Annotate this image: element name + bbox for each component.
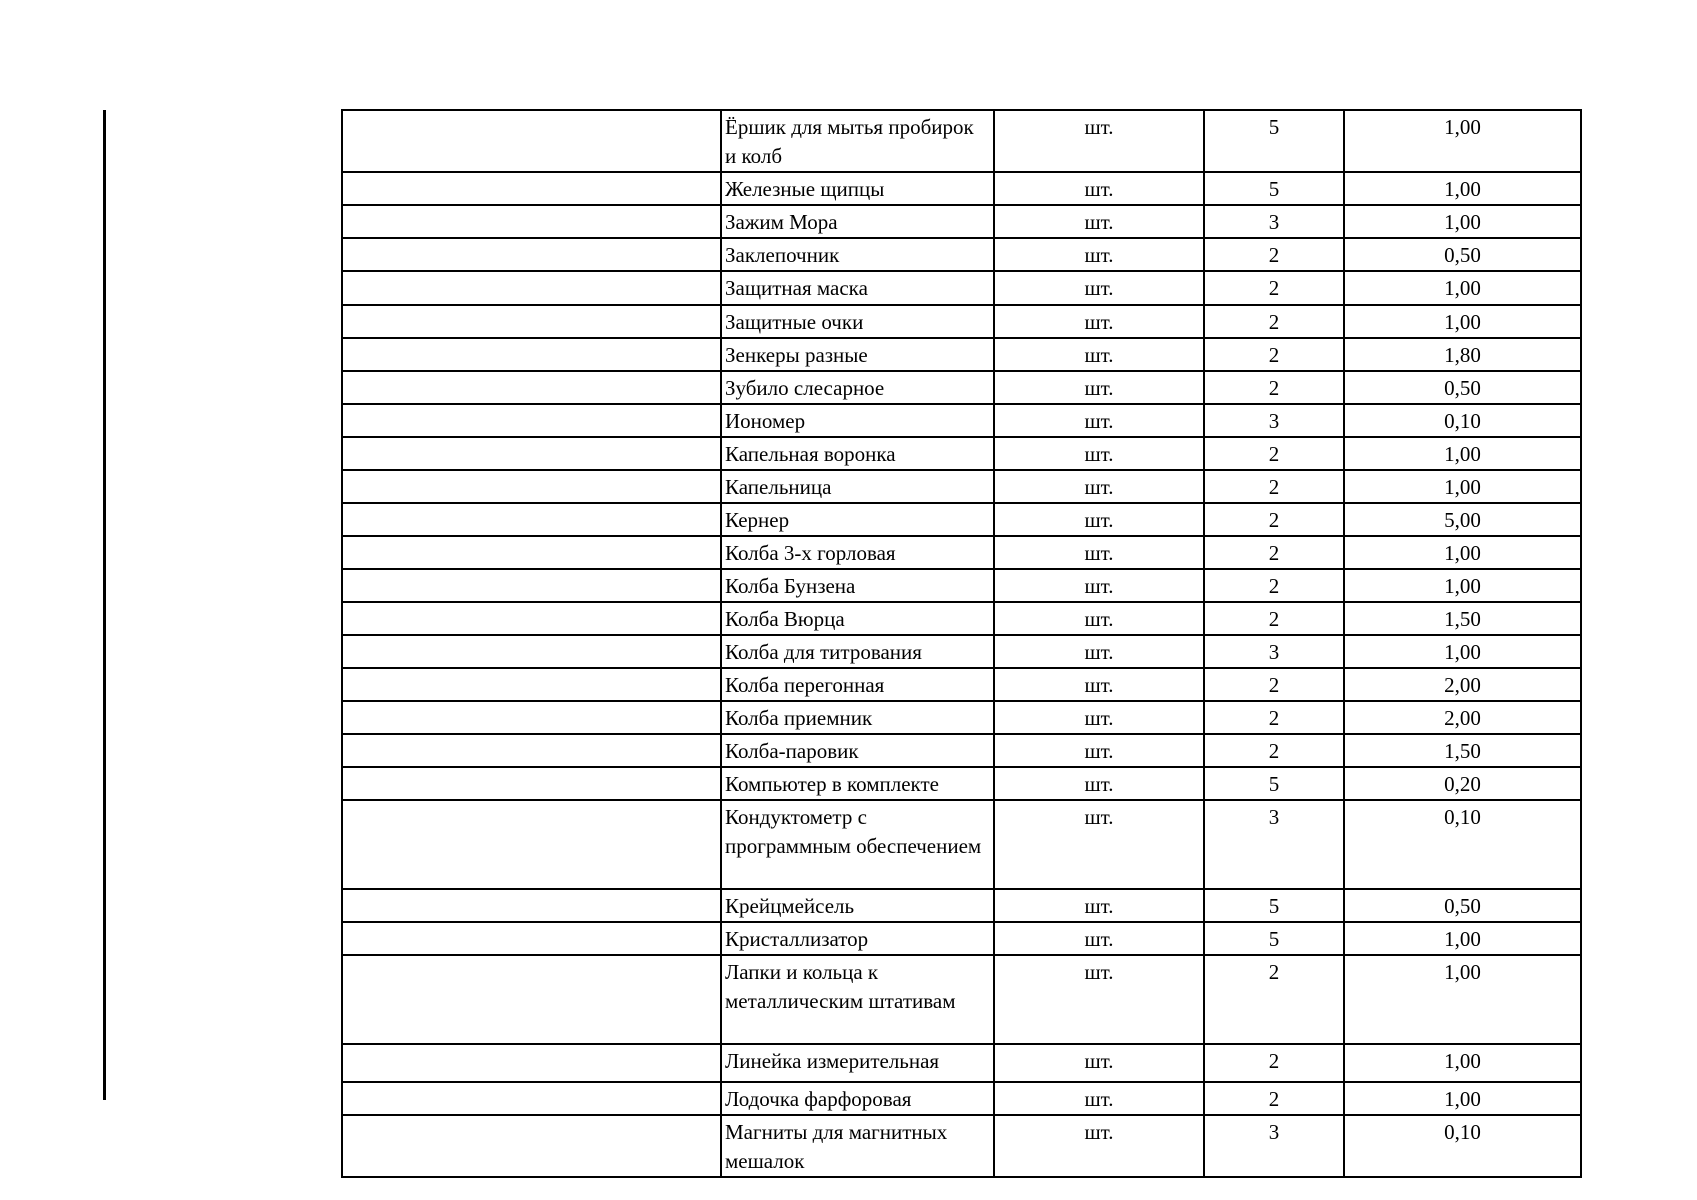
unit-cell: шт. xyxy=(994,536,1204,569)
blank-cell xyxy=(342,1044,721,1082)
unit-cell: шт. xyxy=(994,470,1204,503)
unit-cell: шт. xyxy=(994,338,1204,371)
table-row xyxy=(342,437,1581,470)
table-row xyxy=(342,536,1581,569)
item-name-cell: Заклепочник xyxy=(721,238,994,271)
equipment-table-body xyxy=(342,110,1581,1177)
quantity-cell: 2 xyxy=(1204,668,1344,701)
quantity-cell: 2 xyxy=(1204,701,1344,734)
table-row xyxy=(342,470,1581,503)
coefficient-cell: 0,20 xyxy=(1344,767,1581,800)
table-row xyxy=(342,701,1581,734)
table-row xyxy=(342,734,1581,767)
unit-cell: шт. xyxy=(994,922,1204,955)
coefficient-cell: 1,50 xyxy=(1344,602,1581,635)
quantity-cell: 2 xyxy=(1204,569,1344,602)
blank-cell xyxy=(342,1082,721,1115)
table-row xyxy=(342,955,1581,1044)
blank-cell xyxy=(342,404,721,437)
coefficient-cell: 1,00 xyxy=(1344,470,1581,503)
unit-cell: шт. xyxy=(994,602,1204,635)
unit-cell: шт. xyxy=(994,271,1204,305)
coefficient-cell: 1,00 xyxy=(1344,172,1581,205)
blank-cell xyxy=(342,371,721,404)
quantity-cell: 2 xyxy=(1204,470,1344,503)
unit-cell: шт. xyxy=(994,1044,1204,1082)
blank-cell xyxy=(342,338,721,371)
item-name-cell: Зажим Мора xyxy=(721,205,994,238)
table-row xyxy=(342,110,1581,172)
unit-cell: шт. xyxy=(994,635,1204,668)
blank-cell xyxy=(342,470,721,503)
quantity-cell: 2 xyxy=(1204,955,1344,1044)
item-name-cell: Кернер xyxy=(721,503,994,536)
table-row xyxy=(342,922,1581,955)
table-row xyxy=(342,1044,1581,1082)
quantity-cell: 2 xyxy=(1204,338,1344,371)
coefficient-cell: 1,00 xyxy=(1344,437,1581,470)
table-row xyxy=(342,668,1581,701)
coefficient-cell: 0,50 xyxy=(1344,238,1581,271)
unit-cell: шт. xyxy=(994,734,1204,767)
blank-cell xyxy=(342,734,721,767)
table-row xyxy=(342,404,1581,437)
unit-cell: шт. xyxy=(994,110,1204,172)
coefficient-cell: 0,10 xyxy=(1344,800,1581,889)
unit-cell: шт. xyxy=(994,238,1204,271)
unit-cell: шт. xyxy=(994,569,1204,602)
table-row xyxy=(342,1115,1581,1177)
coefficient-cell: 1,00 xyxy=(1344,536,1581,569)
coefficient-cell: 1,00 xyxy=(1344,1082,1581,1115)
blank-cell xyxy=(342,172,721,205)
quantity-cell: 3 xyxy=(1204,404,1344,437)
item-name-cell: Зенкеры разные xyxy=(721,338,994,371)
coefficient-cell: 1,00 xyxy=(1344,635,1581,668)
item-name-cell: Капельная воронка xyxy=(721,437,994,470)
blank-cell xyxy=(342,767,721,800)
blank-cell xyxy=(342,602,721,635)
quantity-cell: 3 xyxy=(1204,635,1344,668)
quantity-cell: 3 xyxy=(1204,800,1344,889)
table-row xyxy=(342,1082,1581,1115)
coefficient-cell: 2,00 xyxy=(1344,701,1581,734)
table-row xyxy=(342,172,1581,205)
coefficient-cell: 0,50 xyxy=(1344,371,1581,404)
coefficient-cell: 1,00 xyxy=(1344,271,1581,305)
coefficient-cell: 0,50 xyxy=(1344,889,1581,922)
blank-cell xyxy=(342,889,721,922)
quantity-cell: 2 xyxy=(1204,734,1344,767)
unit-cell: шт. xyxy=(994,437,1204,470)
blank-cell xyxy=(342,536,721,569)
quantity-cell: 5 xyxy=(1204,922,1344,955)
unit-cell: шт. xyxy=(994,800,1204,889)
unit-cell: шт. xyxy=(994,1082,1204,1115)
item-name-cell: Зубило слесарное xyxy=(721,371,994,404)
item-name-cell: Защитные очки xyxy=(721,305,994,338)
table-row xyxy=(342,271,1581,305)
quantity-cell: 2 xyxy=(1204,371,1344,404)
coefficient-cell: 1,00 xyxy=(1344,110,1581,172)
blank-cell xyxy=(342,922,721,955)
unit-cell: шт. xyxy=(994,889,1204,922)
blank-cell xyxy=(342,205,721,238)
table-row xyxy=(342,503,1581,536)
quantity-cell: 5 xyxy=(1204,110,1344,172)
table-row xyxy=(342,338,1581,371)
item-name-cell: Капельница xyxy=(721,470,994,503)
quantity-cell: 2 xyxy=(1204,536,1344,569)
item-name-cell: Лапки и кольца к металлическим штативам xyxy=(721,955,994,1044)
item-name-cell: Ёршик для мытья пробирок и колб xyxy=(721,110,994,172)
table-row xyxy=(342,767,1581,800)
quantity-cell: 2 xyxy=(1204,437,1344,470)
blank-cell xyxy=(342,437,721,470)
coefficient-cell: 1,00 xyxy=(1344,955,1581,1044)
table-row xyxy=(342,205,1581,238)
item-name-cell: Лодочка фарфоровая xyxy=(721,1082,994,1115)
quantity-cell: 3 xyxy=(1204,205,1344,238)
quantity-cell: 2 xyxy=(1204,238,1344,271)
blank-cell xyxy=(342,238,721,271)
item-name-cell: Колба приемник xyxy=(721,701,994,734)
blank-cell xyxy=(342,1115,721,1177)
quantity-cell: 5 xyxy=(1204,889,1344,922)
table-row xyxy=(342,305,1581,338)
unit-cell: шт. xyxy=(994,404,1204,437)
table-row xyxy=(342,602,1581,635)
unit-cell: шт. xyxy=(994,668,1204,701)
unit-cell: шт. xyxy=(994,503,1204,536)
unit-cell: шт. xyxy=(994,767,1204,800)
unit-cell: шт. xyxy=(994,1115,1204,1177)
coefficient-cell: 1,50 xyxy=(1344,734,1581,767)
blank-cell xyxy=(342,701,721,734)
item-name-cell: Компьютер в комплекте xyxy=(721,767,994,800)
quantity-cell: 2 xyxy=(1204,503,1344,536)
table-row xyxy=(342,238,1581,271)
quantity-cell: 2 xyxy=(1204,271,1344,305)
blank-cell xyxy=(342,668,721,701)
item-name-cell: Железные щипцы xyxy=(721,172,994,205)
item-name-cell: Колба для титрования xyxy=(721,635,994,668)
unit-cell: шт. xyxy=(994,955,1204,1044)
coefficient-cell: 1,00 xyxy=(1344,1044,1581,1082)
coefficient-cell: 0,10 xyxy=(1344,1115,1581,1177)
unit-cell: шт. xyxy=(994,701,1204,734)
blank-cell xyxy=(342,800,721,889)
quantity-cell: 3 xyxy=(1204,1115,1344,1177)
item-name-cell: Магниты для магнитных мешалок xyxy=(721,1115,994,1177)
quantity-cell: 5 xyxy=(1204,767,1344,800)
item-name-cell: Колба-паровик xyxy=(721,734,994,767)
blank-cell xyxy=(342,955,721,1044)
quantity-cell: 2 xyxy=(1204,602,1344,635)
blank-cell xyxy=(342,635,721,668)
item-name-cell: Колба Вюрца xyxy=(721,602,994,635)
quantity-cell: 2 xyxy=(1204,1044,1344,1082)
unit-cell: шт. xyxy=(994,172,1204,205)
table-row xyxy=(342,800,1581,889)
blank-cell xyxy=(342,110,721,172)
item-name-cell: Крейцмейсель xyxy=(721,889,994,922)
coefficient-cell: 1,00 xyxy=(1344,922,1581,955)
left-margin-rule xyxy=(103,110,106,1100)
coefficient-cell: 1,00 xyxy=(1344,205,1581,238)
item-name-cell: Линейка измерительная xyxy=(721,1044,994,1082)
table-row xyxy=(342,889,1581,922)
blank-cell xyxy=(342,569,721,602)
item-name-cell: Колба Бунзена xyxy=(721,569,994,602)
unit-cell: шт. xyxy=(994,205,1204,238)
table-row xyxy=(342,371,1581,404)
table-row xyxy=(342,569,1581,602)
coefficient-cell: 5,00 xyxy=(1344,503,1581,536)
item-name-cell: Защитная маска xyxy=(721,271,994,305)
coefficient-cell: 1,00 xyxy=(1344,305,1581,338)
item-name-cell: Колба 3-х горловая xyxy=(721,536,994,569)
quantity-cell: 2 xyxy=(1204,1082,1344,1115)
coefficient-cell: 0,10 xyxy=(1344,404,1581,437)
item-name-cell: Кондуктометр с программным обеспечением xyxy=(721,800,994,889)
equipment-table xyxy=(341,109,1582,1178)
unit-cell: шт. xyxy=(994,371,1204,404)
coefficient-cell: 2,00 xyxy=(1344,668,1581,701)
blank-cell xyxy=(342,305,721,338)
coefficient-cell: 1,80 xyxy=(1344,338,1581,371)
item-name-cell: Колба перегонная xyxy=(721,668,994,701)
table-row xyxy=(342,635,1581,668)
blank-cell xyxy=(342,503,721,536)
unit-cell: шт. xyxy=(994,305,1204,338)
coefficient-cell: 1,00 xyxy=(1344,569,1581,602)
blank-cell xyxy=(342,271,721,305)
quantity-cell: 5 xyxy=(1204,172,1344,205)
quantity-cell: 2 xyxy=(1204,305,1344,338)
item-name-cell: Кристаллизатор xyxy=(721,922,994,955)
item-name-cell: Иономер xyxy=(721,404,994,437)
